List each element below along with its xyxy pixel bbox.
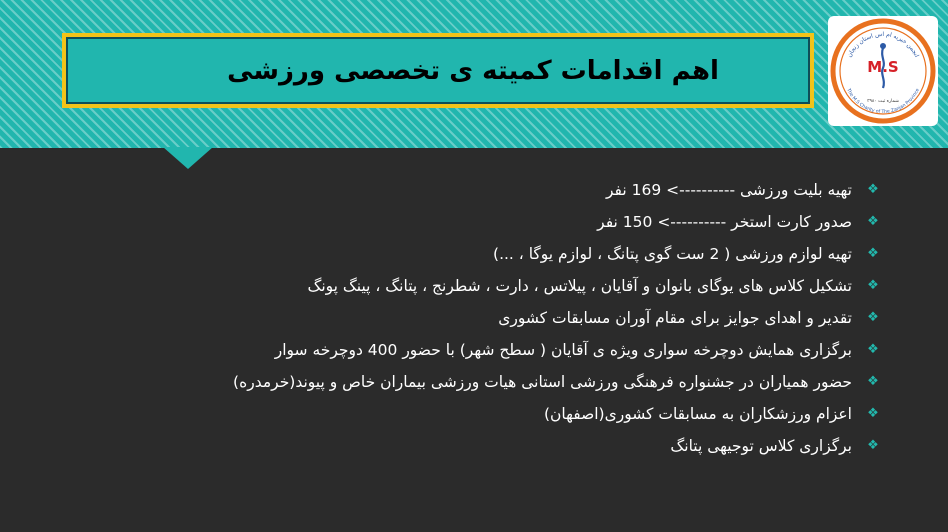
diamond-bullet-icon: ❖ [867,214,879,229]
bullet-list [140,174,880,462]
list-item-text: تهیه لوازم ورزشی ( 2 ست گوی پتانگ ، لوازم یوگا ، ...) [493,245,852,263]
logo-registration-note: شماره ثبت ۳۹۸۰ [867,99,899,104]
diamond-bullet-icon: ❖ [867,406,879,421]
diamond-bullet-icon: ❖ [867,182,879,197]
list-item-text: تشکیل کلاس های یوگای بانوان و آقایان ، پیلاتس ، دارت ، شطرنج ، پتانگ ، پینگ پونگ [307,277,852,295]
logo-arc-text-top: انجمن خیریه ام اس استان زنجان [846,30,920,59]
list-item [140,270,880,302]
list-item-text: برگزاری کلاس توجیهی پتانگ [670,437,852,455]
list-item-text: حضور همیاران در جشنواره فرهنگی ورزشی استانی هیات ورزشی بیماران خاص و پیوند(خرمدره) [233,373,852,391]
list-item [140,430,880,462]
list-item [140,206,880,238]
ms-charity-logo [828,16,938,126]
list-item-text: تهیه بلیت ورزشی ----------> 169 نفر [605,181,852,199]
diamond-bullet-icon: ❖ [867,310,879,325]
list-item [140,174,880,206]
list-item-text: صدور کارت استخر ----------> 150 نفر [597,213,852,231]
diamond-bullet-icon: ❖ [867,246,879,261]
logo-arc-text-bottom: The M.S Charity of The Zanjan Province [845,88,921,116]
diamond-bullet-icon: ❖ [867,342,879,357]
page-title: اهم اقدامات کمیته ی تخصصی ورزشی [227,55,719,86]
list-item [140,302,880,334]
list-item [140,366,880,398]
list-item-text: اعزام ورزشکاران به مسابقات کشوری(اصفهان) [543,405,852,423]
list-item [140,334,880,366]
diamond-bullet-icon: ❖ [867,438,879,453]
diamond-bullet-icon: ❖ [867,374,879,389]
logo-ms-letters: M.S [867,58,899,76]
title-frame [62,33,814,108]
logo-emblem-icon [828,16,938,126]
header-pointer [163,147,213,169]
list-item [140,238,880,270]
diamond-bullet-icon: ❖ [867,278,879,293]
list-item [140,398,880,430]
title-panel [66,37,810,104]
list-item-text: برگزاری همایش دوچرخه سواری ویژه ی آقایان ( سطح شهر) با حضور 400 دوچرخه سوار [274,341,852,359]
list-item-text: تقدیر و اهدای جوایز برای مقام آوران مسابقات کشوری [498,309,852,327]
